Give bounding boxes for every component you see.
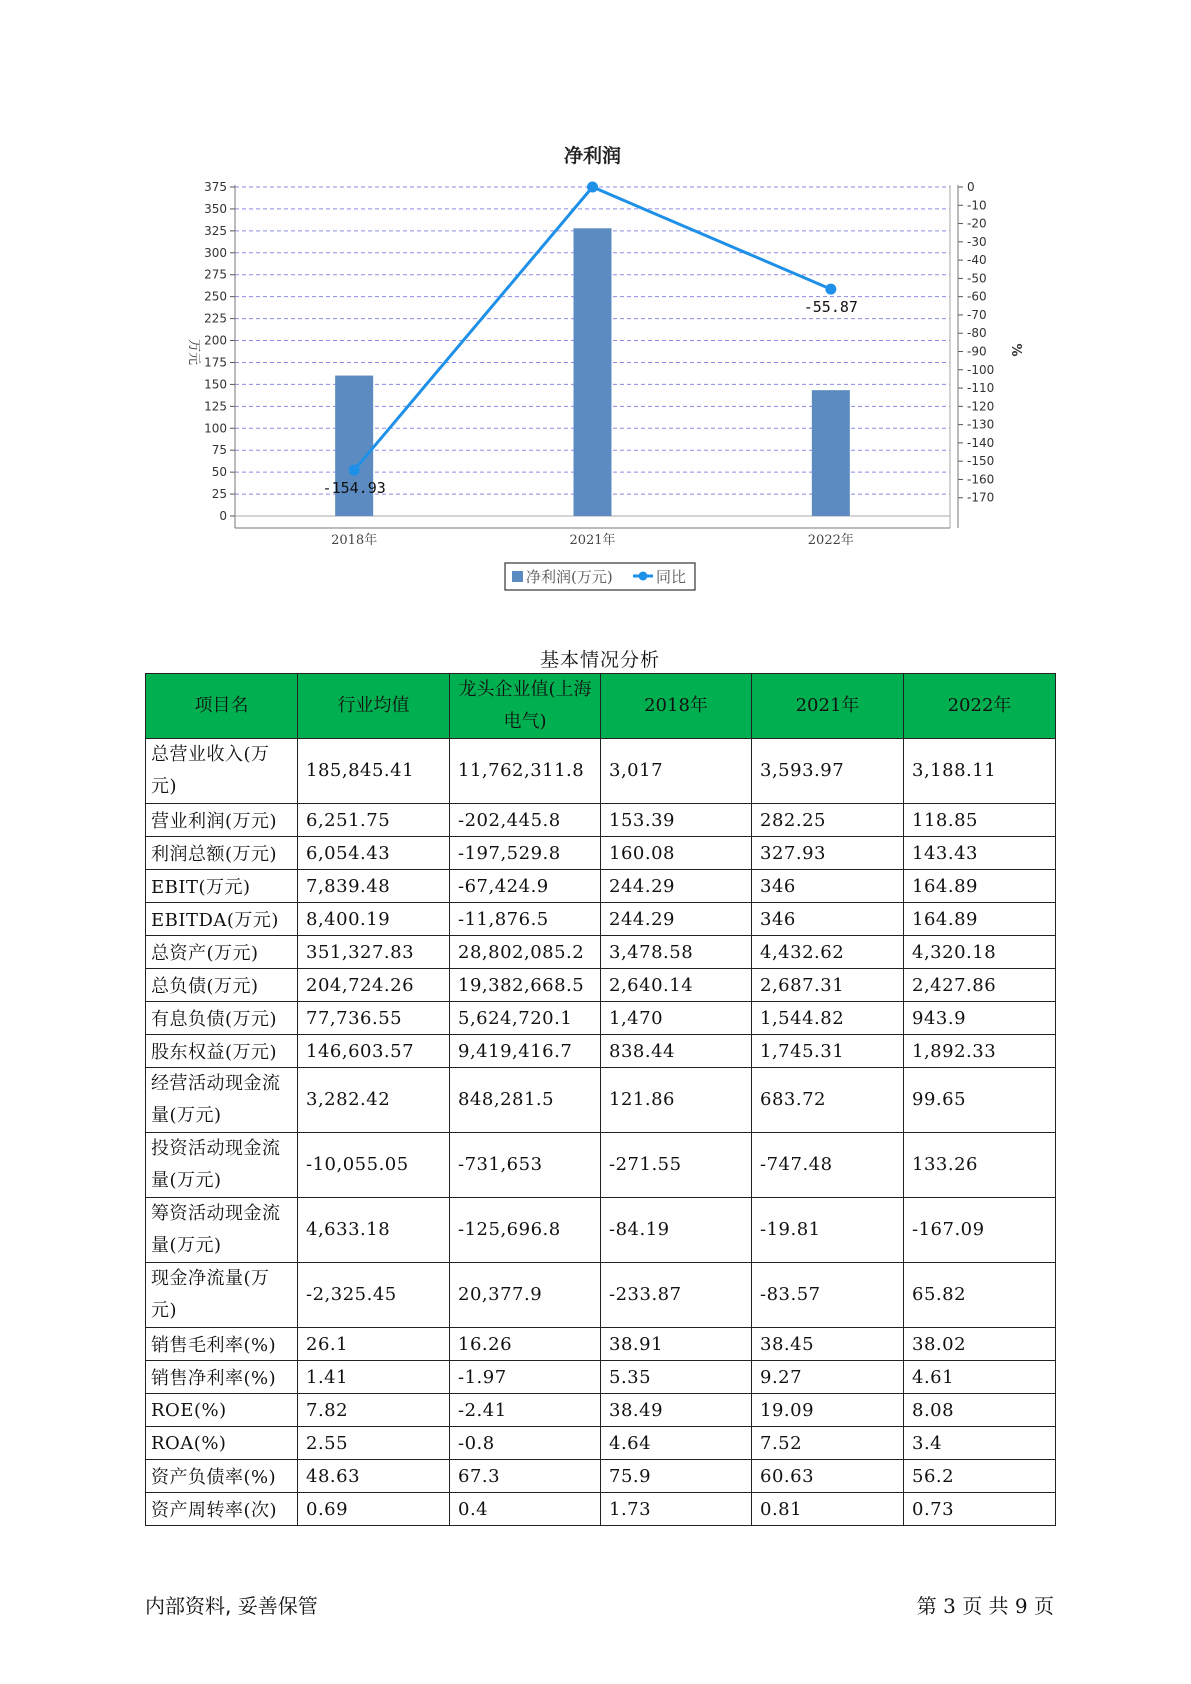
footer-confidential: 内部资料, 妥善保管: [145, 1594, 318, 1618]
y-tick-label: 75: [211, 443, 227, 458]
y2-tick-label: -130: [967, 417, 995, 432]
row-label: EBIT(万元): [146, 870, 298, 903]
table-row: [146, 1394, 1056, 1427]
yoy-data-label: -154.93: [322, 479, 386, 498]
x-tick-label: 2018年: [331, 533, 378, 548]
header-2022: 2022年: [904, 674, 1056, 739]
table-cell: 118.85: [904, 804, 1056, 837]
table-cell: 7,839.48: [298, 870, 450, 903]
y2-tick-label: -40: [967, 253, 987, 268]
table-cell: 4,633.18: [298, 1198, 450, 1263]
row-label: 营业利润(万元): [146, 804, 298, 837]
table-cell: -271.55: [601, 1133, 752, 1198]
row-label: 现金净流量(万元): [146, 1263, 298, 1328]
y-tick-label: 100: [204, 421, 227, 436]
row-label: 资产周转率(次): [146, 1493, 298, 1526]
y2-tick-label: -70: [967, 307, 987, 322]
y-tick-label: 275: [204, 267, 227, 282]
table-cell: 38.02: [904, 1328, 1056, 1361]
row-label: 利润总额(万元): [146, 837, 298, 870]
table-cell: 3,017: [601, 739, 752, 804]
table-cell: 121.86: [601, 1068, 752, 1133]
table-cell: 1.73: [601, 1493, 752, 1526]
table-row: [146, 1035, 1056, 1068]
table-cell: 28,802,085.2: [450, 936, 601, 969]
table-cell: 838.44: [601, 1035, 752, 1068]
table-cell: 6,251.75: [298, 804, 450, 837]
y-tick-label: 0: [219, 509, 227, 523]
table-cell: 1,892.33: [904, 1035, 1056, 1068]
net-profit-chart: [0, 0, 1191, 620]
table-cell: 2,687.31: [752, 969, 904, 1002]
table-cell: 3,593.97: [752, 739, 904, 804]
y2-tick-label: -110: [967, 381, 995, 396]
legend-line-label: 同比: [656, 568, 687, 586]
y2-tick-label: -20: [967, 216, 987, 231]
table-cell: 9.27: [752, 1361, 904, 1394]
x-tick-label: 2021年: [569, 533, 616, 548]
row-label: 资产负债率(%): [146, 1460, 298, 1493]
table-row: [146, 936, 1056, 969]
table-cell: 38.49: [601, 1394, 752, 1427]
legend-bar-label: 净利润(万元): [526, 568, 613, 586]
table-cell: 4,320.18: [904, 936, 1056, 969]
y-tick-label: 325: [204, 223, 227, 238]
row-label: 销售净利率(%): [146, 1361, 298, 1394]
table-row: [146, 1068, 1056, 1133]
table-cell: 346: [752, 870, 904, 903]
y2-tick-label: -90: [967, 344, 987, 359]
row-label: ROE(%): [146, 1394, 298, 1427]
y-tick-label: 225: [204, 311, 227, 326]
table-row: [146, 739, 1056, 804]
x-tick-label: 2022年: [807, 533, 854, 548]
table-cell: 8,400.19: [298, 903, 450, 936]
table-cell: -1.97: [450, 1361, 601, 1394]
table-cell: -84.19: [601, 1198, 752, 1263]
header-2018: 2018年: [601, 674, 752, 739]
y2-tick-label: -80: [967, 326, 987, 341]
table-cell: 3.4: [904, 1427, 1056, 1460]
y-tick-label: 250: [204, 289, 227, 304]
table-cell: 185,845.41: [298, 739, 450, 804]
table-cell: 9,419,416.7: [450, 1035, 601, 1068]
table-cell: -125,696.8: [450, 1198, 601, 1263]
table-cell: 2.55: [298, 1427, 450, 1460]
table-row: [146, 969, 1056, 1002]
table-row: [146, 837, 1056, 870]
y2-tick-label: -60: [967, 289, 987, 304]
table-cell: 75.9: [601, 1460, 752, 1493]
table-cell: 164.89: [904, 870, 1056, 903]
y2-tick-label: -10: [967, 198, 987, 213]
table-cell: 848,281.5: [450, 1068, 601, 1133]
table-title: 基本情况分析: [539, 649, 660, 671]
table-row: [146, 1493, 1056, 1526]
chart-title: 净利润: [563, 145, 622, 167]
header-leader-value: 龙头企业值(上海电气): [450, 674, 601, 739]
table-cell: -197,529.8: [450, 837, 601, 870]
table-cell: 48.63: [298, 1460, 450, 1493]
y-tick-label: 175: [204, 355, 227, 370]
table-cell: 0.69: [298, 1493, 450, 1526]
table-cell: 244.29: [601, 903, 752, 936]
y-tick-label: 200: [204, 333, 227, 348]
row-label: 经营活动现金流量(万元): [146, 1068, 298, 1133]
y2-tick-label: -150: [967, 454, 995, 469]
y-tick-label: 300: [204, 245, 227, 260]
table-cell: 19.09: [752, 1394, 904, 1427]
footer-page-number: 第 3 页 共 9 页: [916, 1594, 1054, 1618]
row-label: EBITDA(万元): [146, 903, 298, 936]
table-cell: 38.91: [601, 1328, 752, 1361]
y2-tick-label: -120: [967, 399, 995, 414]
table-cell: 16.26: [450, 1328, 601, 1361]
yoy-point: [825, 284, 836, 295]
table-row: [146, 870, 1056, 903]
table-row: [146, 1328, 1056, 1361]
table-cell: 164.89: [904, 903, 1056, 936]
table-row: [146, 903, 1056, 936]
table-cell: 65.82: [904, 1263, 1056, 1328]
table-cell: 0.73: [904, 1493, 1056, 1526]
row-label: 总营业收入(万元): [146, 739, 298, 804]
legend-line-marker: [639, 572, 648, 581]
table-cell: -2.41: [450, 1394, 601, 1427]
table-cell: 160.08: [601, 837, 752, 870]
row-label: 总资产(万元): [146, 936, 298, 969]
table-cell: 943.9: [904, 1002, 1056, 1035]
row-label: 股东权益(万元): [146, 1035, 298, 1068]
table-cell: 0.4: [450, 1493, 601, 1526]
row-label: 筹资活动现金流量(万元): [146, 1198, 298, 1263]
table-cell: -747.48: [752, 1133, 904, 1198]
table-cell: 26.1: [298, 1328, 450, 1361]
table-cell: 4.61: [904, 1361, 1056, 1394]
table-row: [146, 1460, 1056, 1493]
y-tick-label: 350: [204, 201, 227, 216]
table-cell: 1.41: [298, 1361, 450, 1394]
table-cell: 146,603.57: [298, 1035, 450, 1068]
table-cell: 204,724.26: [298, 969, 450, 1002]
y2-tick-label: -100: [967, 362, 995, 377]
table-cell: 153.39: [601, 804, 752, 837]
table-cell: 6,054.43: [298, 837, 450, 870]
header-2021: 2021年: [752, 674, 904, 739]
table-row: [146, 1133, 1056, 1198]
table-cell: -10,055.05: [298, 1133, 450, 1198]
table-cell: 5,624,720.1: [450, 1002, 601, 1035]
table-cell: -83.57: [752, 1263, 904, 1328]
table-cell: 0.81: [752, 1493, 904, 1526]
y-axis-label: 万元: [186, 338, 201, 366]
table-row: [146, 1002, 1056, 1035]
yoy-data-label: -55.87: [803, 298, 858, 317]
table-cell: 38.45: [752, 1328, 904, 1361]
table-cell: -0.8: [450, 1427, 601, 1460]
table-cell: 2,640.14: [601, 969, 752, 1002]
table-cell: 19,382,668.5: [450, 969, 601, 1002]
table-cell: 1,470: [601, 1002, 752, 1035]
table-cell: 1,745.31: [752, 1035, 904, 1068]
table-cell: -67,424.9: [450, 870, 601, 903]
yoy-point: [587, 182, 598, 193]
table-row: [146, 804, 1056, 837]
row-label: ROA(%): [146, 1427, 298, 1460]
y-tick-label: 50: [211, 465, 227, 480]
table-cell: -233.87: [601, 1263, 752, 1328]
table-cell: 4,432.62: [752, 936, 904, 969]
row-label: 投资活动现金流量(万元): [146, 1133, 298, 1198]
table-cell: 11,762,311.8: [450, 739, 601, 804]
table-cell: 3,188.11: [904, 739, 1056, 804]
row-label: 总负债(万元): [146, 969, 298, 1002]
table-cell: 3,478.58: [601, 936, 752, 969]
table-header-row: [146, 674, 1056, 739]
table-cell: 282.25: [752, 804, 904, 837]
table-cell: -11,876.5: [450, 903, 601, 936]
table-cell: 3,282.42: [298, 1068, 450, 1133]
table-cell: 7.82: [298, 1394, 450, 1427]
y2-tick-label: -160: [967, 472, 995, 487]
y-tick-label: 150: [204, 377, 227, 392]
table-row: [146, 1198, 1056, 1263]
y2-tick-label: -30: [967, 234, 987, 249]
table-cell: 20,377.9: [450, 1263, 601, 1328]
table-cell: 67.3: [450, 1460, 601, 1493]
bar: [574, 228, 612, 516]
y2-tick-label: -50: [967, 271, 987, 286]
table-cell: 56.2: [904, 1460, 1056, 1493]
legend-bar-swatch: [512, 571, 523, 582]
table-cell: 2,427.86: [904, 969, 1056, 1002]
y2-tick-label: -140: [967, 435, 995, 450]
table-row: [146, 1263, 1056, 1328]
y-tick-label: 125: [204, 399, 227, 414]
table-cell: 683.72: [752, 1068, 904, 1133]
table-cell: 244.29: [601, 870, 752, 903]
table-cell: 1,544.82: [752, 1002, 904, 1035]
table-cell: -2,325.45: [298, 1263, 450, 1328]
row-label: 销售毛利率(%): [146, 1328, 298, 1361]
yoy-point: [349, 465, 360, 476]
header-item-name: 项目名: [146, 674, 298, 739]
table-cell: 346: [752, 903, 904, 936]
table-cell: 351,327.83: [298, 936, 450, 969]
table-row: [146, 1427, 1056, 1460]
table-cell: 327.93: [752, 837, 904, 870]
table-cell: -202,445.8: [450, 804, 601, 837]
y2-tick-label: 0: [967, 180, 975, 194]
row-label: 有息负债(万元): [146, 1002, 298, 1035]
y-tick-label: 25: [211, 487, 227, 502]
header-industry-avg: 行业均值: [298, 674, 450, 739]
table-cell: 7.52: [752, 1427, 904, 1460]
table-cell: -731,653: [450, 1133, 601, 1198]
bar: [812, 390, 850, 516]
table-cell: -19.81: [752, 1198, 904, 1263]
table-cell: 4.64: [601, 1427, 752, 1460]
basic-analysis-table: [145, 673, 1056, 1526]
table-cell: 133.26: [904, 1133, 1056, 1198]
table-cell: 143.43: [904, 837, 1056, 870]
y2-axis-label: %: [1008, 343, 1023, 357]
table-cell: -167.09: [904, 1198, 1056, 1263]
y-tick-label: 375: [204, 180, 227, 194]
table-cell: 8.08: [904, 1394, 1056, 1427]
table-row: [146, 1361, 1056, 1394]
table-cell: 77,736.55: [298, 1002, 450, 1035]
table-cell: 60.63: [752, 1460, 904, 1493]
y2-tick-label: -170: [967, 490, 995, 505]
table-cell: 5.35: [601, 1361, 752, 1394]
table-cell: 99.65: [904, 1068, 1056, 1133]
